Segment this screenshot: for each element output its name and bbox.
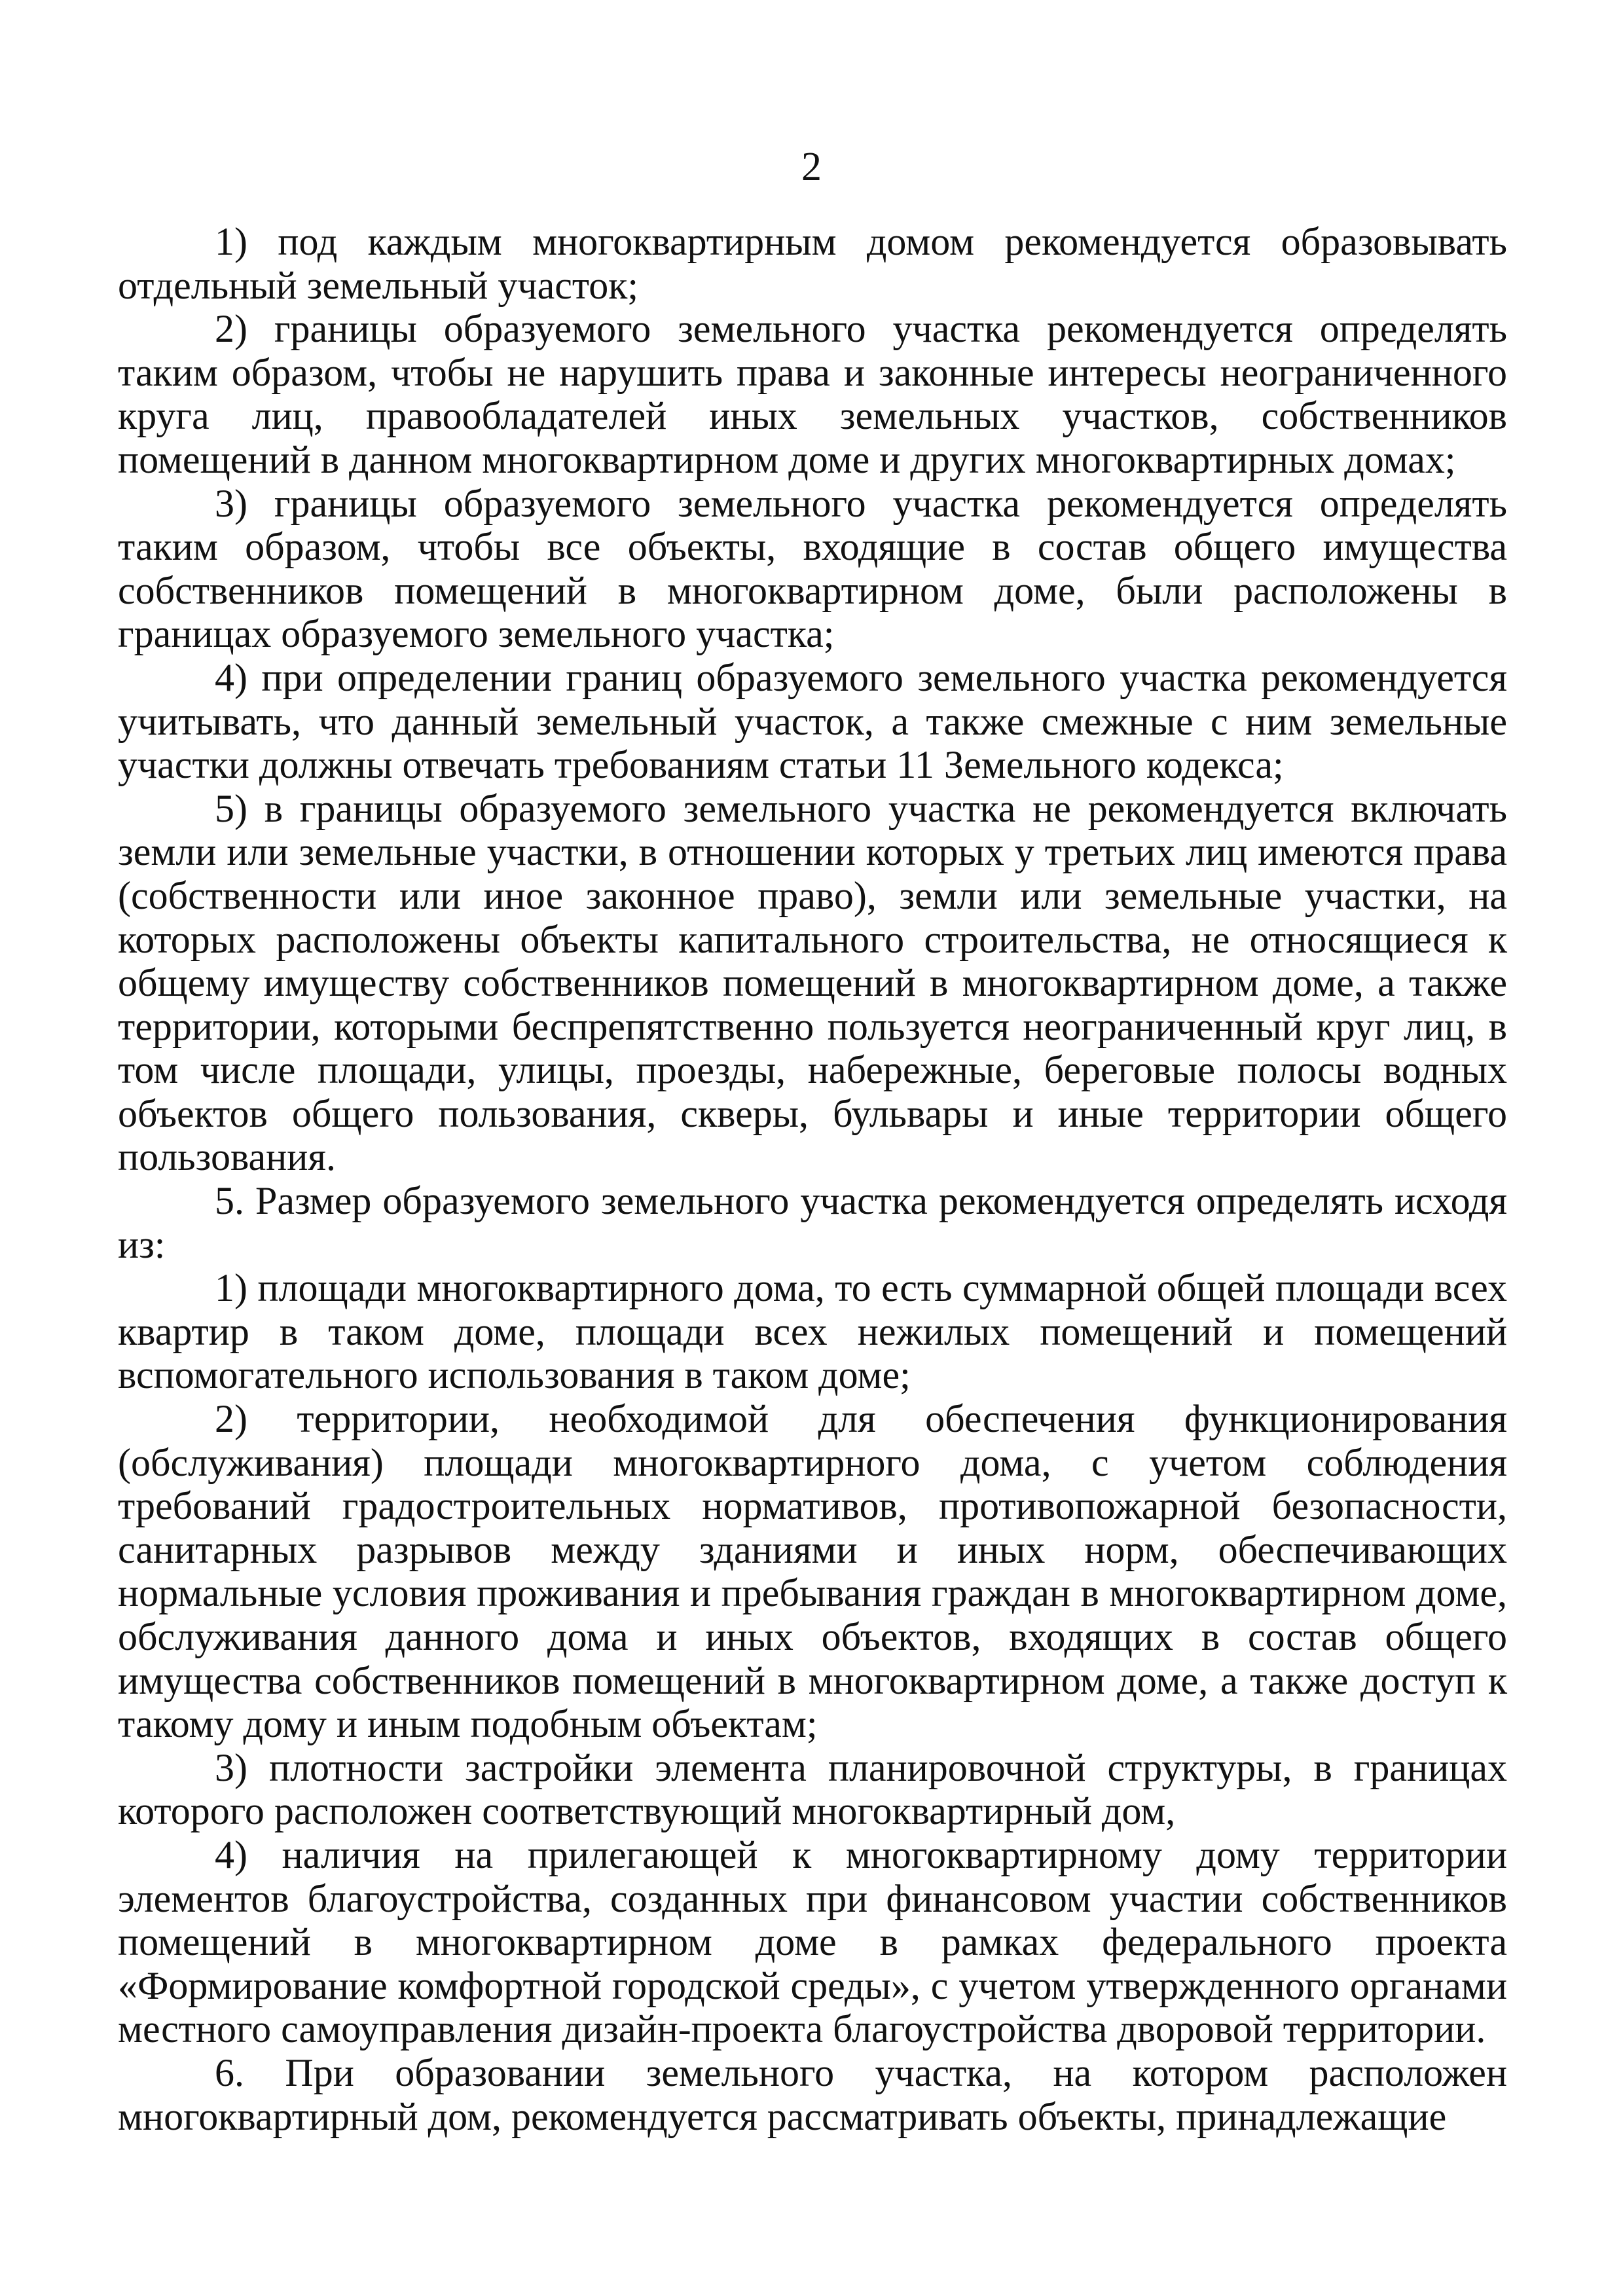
size-item-2-service-territory: 2) территории, необходимой для обеспечения функционирования (обслуживания) площади многоквартирного дома, с учетом соблюдения требований градостроительных нормативов, противопожарной безопасности, санитарных разрывов между зданиями и иных норм, обеспечивающих нормальные условия проживания и пребывания граждан в многоквартирном доме, обслуживания данного дома и иных объектов, входящих в состав общего имущества собственников помещений в многоквартирном доме, а также доступ к такому дому и иным подобным объектам; <box>118 1397 1507 1746</box>
section-6-objects: 6. При образовании земельного участка, на котором расположен многоквартирный дом, рекомендуется рассматривать объекты, принадлежащие <box>118 2050 1507 2138</box>
list-item-2-rights-of-others: 2) границы образуемого земельного участка рекомендуется определять таким образом, чтобы не нарушить права и законные интересы неограниченного круга лиц, правообладателей иных земельных участков, собственников помещений в данном многоквартирном доме и других многоквартирных домах; <box>118 307 1507 481</box>
size-item-3-density: 3) плотности застройки элемента планировочной структуры, в границах которого расположен соответствующий многоквартирный дом, <box>118 1745 1507 1833</box>
list-item-4-article-11: 4) при определении границ образуемого земельного участка рекомендуется учитывать, что данный земельный участок, а также смежные с ним земельные участки должны отвечать требованиям статьи 11 Земельного кодекса; <box>118 655 1507 787</box>
page-number: 2 <box>801 145 822 189</box>
section-5-plot-size: 5. Размер образуемого земельного участка рекомендуется определять исходя из: <box>118 1179 1507 1266</box>
list-item-3-common-property: 3) границы образуемого земельного участка рекомендуется определять таким образом, чтобы все объекты, входящие в состав общего имущества собственников помещений в многоквартирном доме, были расположены в границах образуемого земельного участка; <box>118 481 1507 656</box>
document-body <box>118 220 1507 2138</box>
list-item-1-own-plot: 1) под каждым многоквартирным домом рекомендуется образовывать отдельный земельный участок; <box>118 220 1507 307</box>
size-item-1-floor-area: 1) площади многоквартирного дома, то есть суммарной общей площади всех квартир в таком доме, площади всех нежилых помещений и помещений вспомогательного использования в таком доме; <box>118 1266 1507 1397</box>
list-item-5-exclusions: 5) в границы образуемого земельного участка не рекомендуется включать земли или земельные участки, в отношении которых у третьих лиц имеются права (собственности или иное законное право), земли или земельные участки, на которых расположены объекты капитального строительства, не относящиеся к общему имуществу собственников помещений в многоквартирном доме, а также территории, которыми беспрепятственно пользуется неограниченный круг лиц, в том числе площади, улицы, проезды, набережные, береговые полосы водных объектов общего пользования, скверы, бульвары и иные территории общего пользования. <box>118 786 1507 1179</box>
size-item-4-landscaping: 4) наличия на прилегающей к многоквартирному дому территории элементов благоустройства, созданных при финансовом участии собственников помещений в многоквартирном доме в рамках федерального проекта «Формирование комфортной городской среды», с учетом утвержденного органами местного самоуправления дизайн-проекта благоустройства дворовой территории. <box>118 1832 1507 2051</box>
